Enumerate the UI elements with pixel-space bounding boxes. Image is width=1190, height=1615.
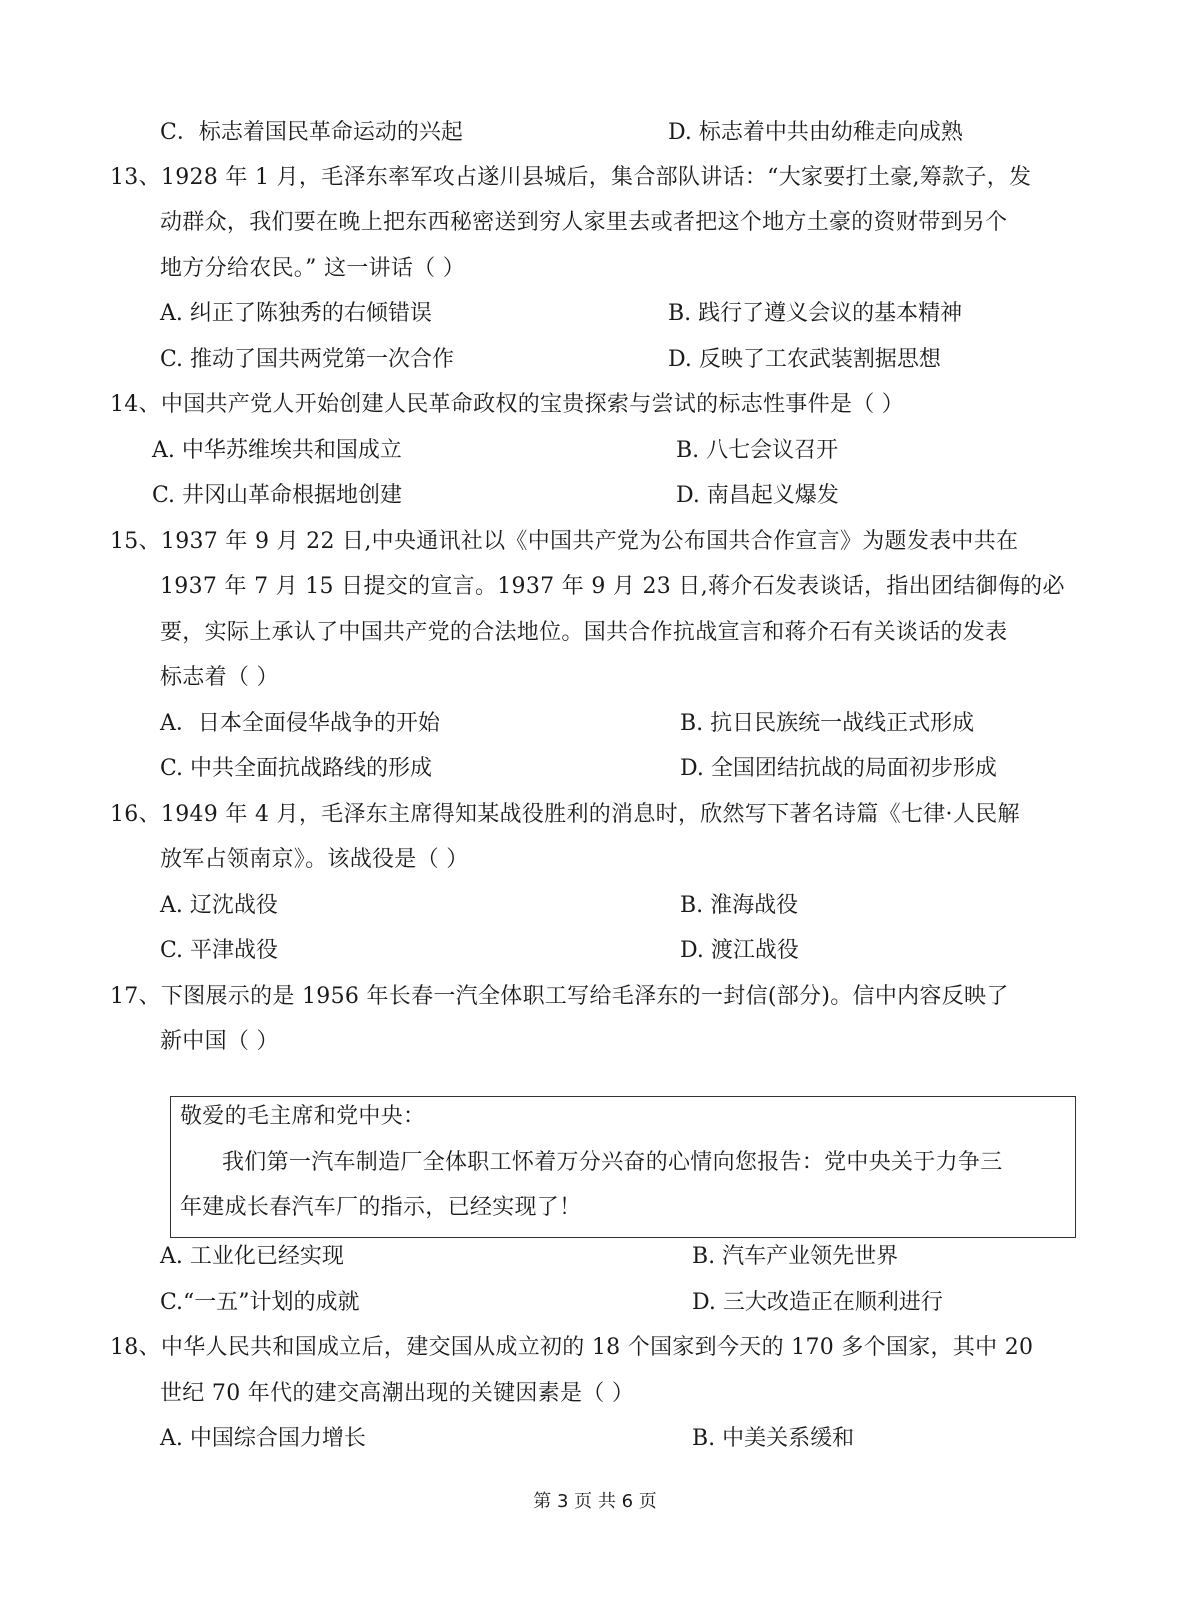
q14-option-d: D. 南昌起义爆发 <box>676 483 839 508</box>
q18-option-a: A. 中国综合国力增长 <box>160 1426 366 1451</box>
q14-option-c: C. 井冈山革命根据地创建 <box>152 483 403 508</box>
q13-stem-line2: 动群众，我们要在晚上把东西秘密送到穷人家里去或者把这个地方土豪的资财带到另个 <box>160 210 1008 235</box>
q12-option-c: C．标志着国民革命运动的兴起 <box>160 120 463 145</box>
q17-option-a: A. 工业化已经实现 <box>160 1244 344 1269</box>
q18-stem-line1: 18、中华人民共和国成立后，建交国从成立初的 18 个国家到今天的 170 多个国家，其中 20 <box>110 1335 1034 1360</box>
q17-option-d: D. 三大改造正在顺利进行 <box>692 1290 943 1315</box>
q16-stem-line2: 放军占领南京》。该战役是（ ） <box>160 847 469 872</box>
q15-stem-line1: 15、1937 年 9 月 22 日,中央通讯社以《中国共产党为公布国共合作宣言》为题发表中共在 <box>110 529 1019 554</box>
q17-option-c: C.“一五”计划的成就 <box>160 1290 360 1315</box>
q13-option-c: C. 推动了国共两党第一次合作 <box>160 347 455 372</box>
q16-option-d: D. 渡江战役 <box>680 938 799 963</box>
q13-option-b: B. 践行了遵义会议的基本精神 <box>668 301 963 326</box>
q16-stem-line1: 16、1949 年 4 月，毛泽东主席得知某战役胜利的消息时，欣然写下著名诗篇《七律·人民解 <box>110 802 1020 827</box>
q15-stem-line3: 要，实际上承认了中国共产党的合法地位。国共合作抗战宣言和蒋介石有关谈话的发表 <box>160 620 1008 645</box>
q18-stem-line2: 世纪 70 年代的建交高潮出现的关键因素是（ ） <box>160 1381 635 1406</box>
q17-option-b: B. 汽车产业领先世界 <box>692 1244 899 1269</box>
letter-body-line2: 年建成长春汽车厂的指示，已经实现了！ <box>180 1195 582 1220</box>
q15-stem-line4: 标志着（ ） <box>160 665 279 690</box>
q13-option-d: D. 反映了工农武装割据思想 <box>668 347 941 372</box>
q13-option-a: A. 纠正了陈独秀的右倾错误 <box>160 301 432 326</box>
q14-option-a: A. 中华苏维埃共和国成立 <box>152 438 402 463</box>
page-number-footer: 第 3 页 共 6 页 <box>533 1491 657 1512</box>
q13-stem-line1: 13、1928 年 1 月，毛泽东率军攻占遂川县城后，集合部队讲话：“大家要打土豪,筹款子，发 <box>110 165 1032 190</box>
q14-option-b: B. 八七会议召开 <box>676 438 839 463</box>
q12-option-d: D. 标志着中共由幼稚走向成熟 <box>668 120 963 145</box>
q17-stem-line2: 新中国（ ） <box>160 1029 279 1054</box>
q15-option-c: C. 中共全面抗战路线的形成 <box>160 756 433 781</box>
q16-option-c: C. 平津战役 <box>160 938 279 963</box>
q13-stem-line3: 地方分给农民。” 这一讲话（ ） <box>160 256 466 281</box>
q14-stem-line1: 14、中国共产党人开始创建人民革命政权的宝贵探索与尝试的标志性事件是（ ） <box>110 392 905 417</box>
q15-option-d: D. 全国团结抗战的局面初步形成 <box>680 756 997 781</box>
q18-option-b: B. 中美关系缓和 <box>692 1426 855 1451</box>
q16-option-a: A. 辽沈战役 <box>160 893 278 918</box>
q16-option-b: B. 淮海战役 <box>680 893 799 918</box>
q17-stem-line1: 17、下图展示的是 1956 年长春一汽全体职工写给毛泽东的一封信(部分)。信中内容反映了 <box>110 984 1009 1009</box>
q15-option-a: A．日本全面侵华战争的开始 <box>160 711 440 736</box>
q15-option-b: B. 抗日民族统一战线正式形成 <box>680 711 975 736</box>
letter-body-line1: 我们第一汽车制造厂全体职工怀着万分兴奋的心情向您报告：党中央关于力争三 <box>222 1150 1003 1175</box>
letter-salutation: 敬爱的毛主席和党中央： <box>180 1104 426 1129</box>
q15-stem-line2: 1937 年 7 月 15 日提交的宣言。1937 年 9 月 23 日,蒋介石发表谈话，指出团结御侮的必 <box>160 574 1065 599</box>
